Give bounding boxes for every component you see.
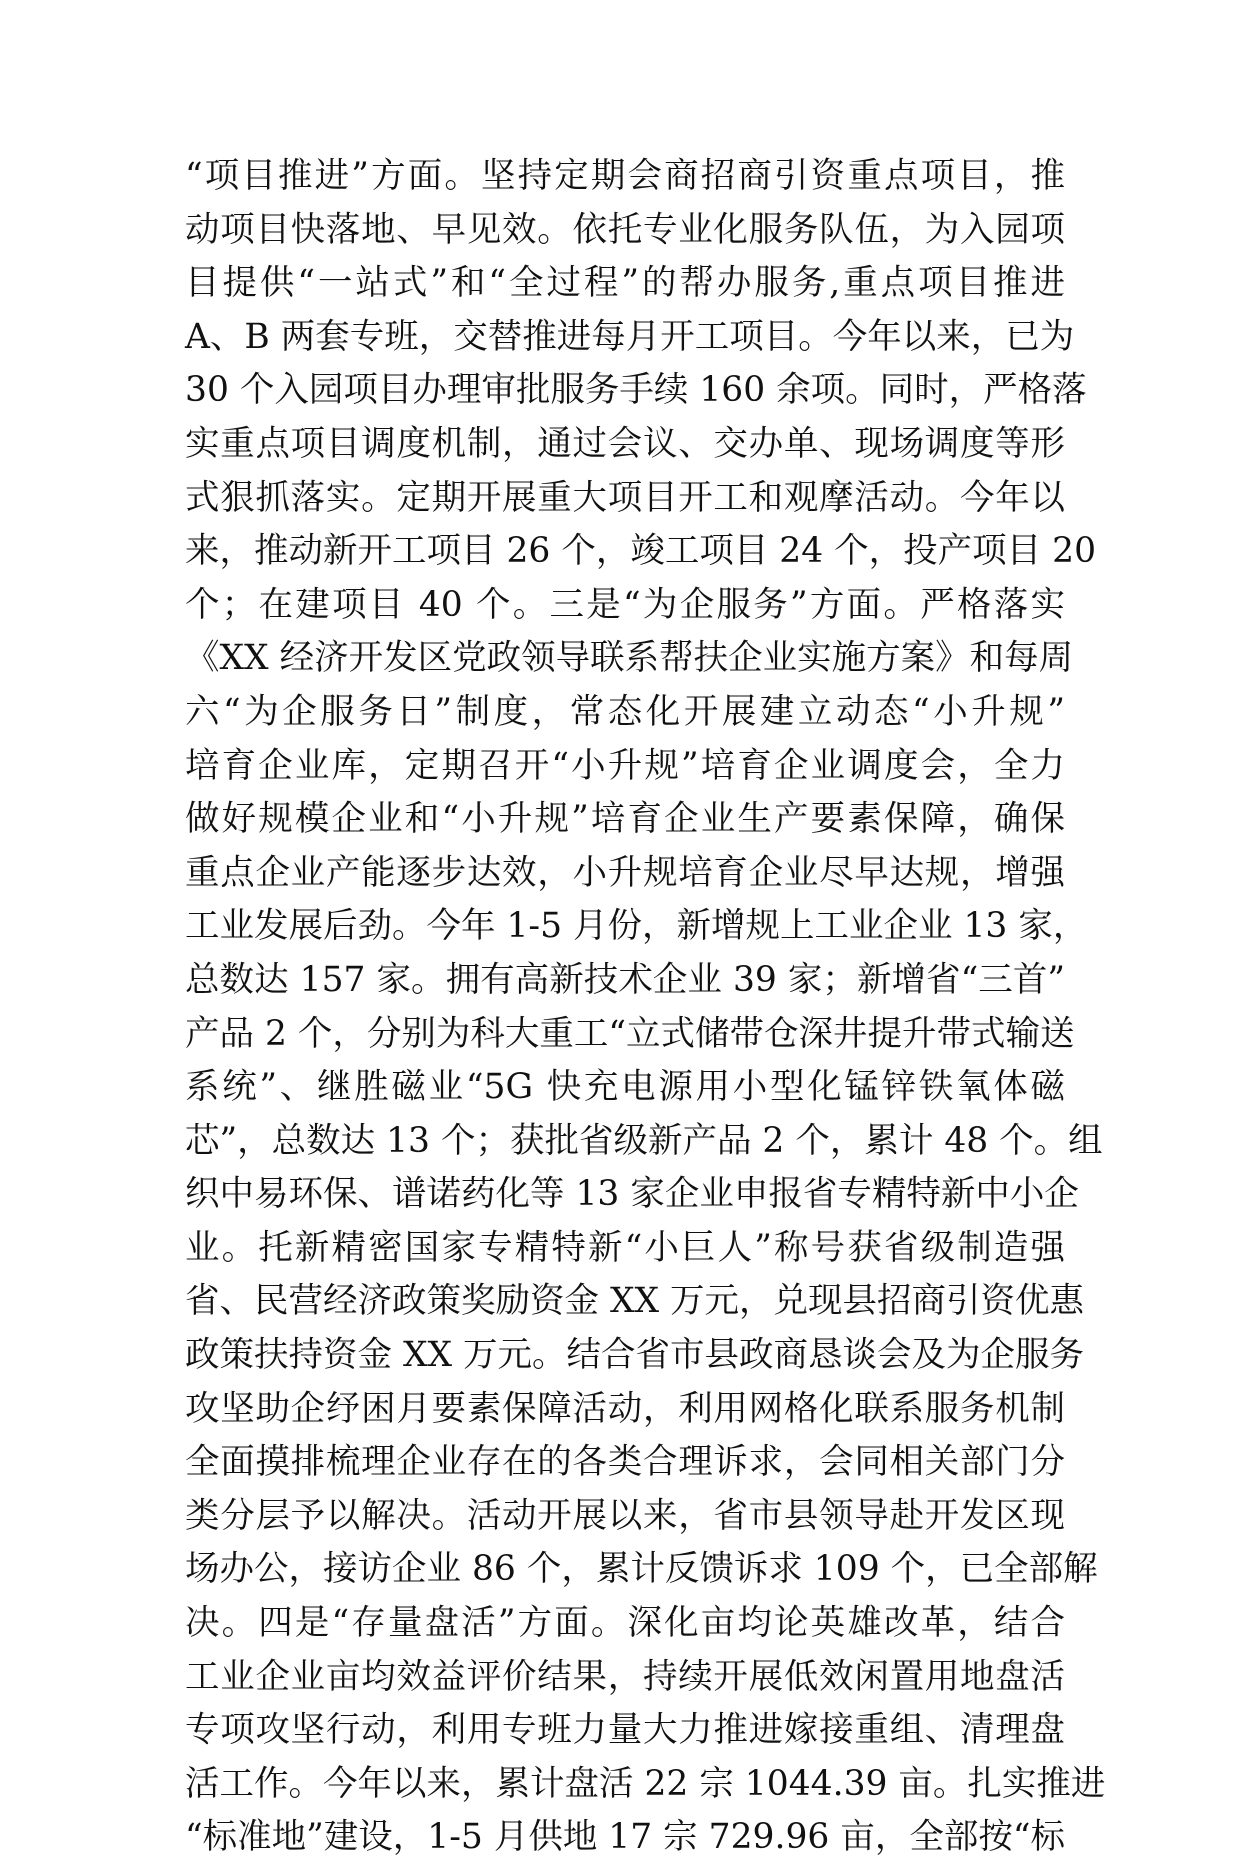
text-line: “标准地”建设，1-5 月供地 17 宗 729.96 亩，全部按“标 xyxy=(185,1817,1065,1858)
text-line: 类分层予以解决。活动开展以来，省市县领导赴开发区现 xyxy=(185,1495,1065,1536)
text-line: 活工作。今年以来，累计盘活 22 宗 1044.39 亩。扎实推进 xyxy=(185,1763,1106,1804)
text-line: 织中易环保、谱诺药化等 13 家企业申报省专精特新中小企 xyxy=(185,1174,1079,1215)
text-line: 30 个入园项目办理审批服务手续 160 余项。同时，严格落 xyxy=(185,370,1087,411)
text-line: 专项攻坚行动，利用专班力量大力推进嫁接重组、清理盘 xyxy=(185,1710,1065,1751)
text-line: 决。四是“存量盘活”方面。深化亩均论英雄改革，结合 xyxy=(185,1603,1065,1644)
text-line: 攻坚助企纾困月要素保障活动，利用网格化联系服务机制 xyxy=(185,1388,1065,1429)
text-line: 目提供“一站式”和“全过程”的帮办服务,重点项目推进 xyxy=(185,263,1065,304)
text-line: A、B 两套专班，交替推进每月开工项目。今年以来，已为 xyxy=(185,316,1075,357)
text-line: 业。托新精密国家专精特新“小巨人”称号获省级制造强 xyxy=(185,1227,1065,1268)
text-line: 个；在建项目 40 个。三是“为企服务”方面。严格落实 xyxy=(185,584,1065,625)
text-line: 系统”、继胜磁业“5G 快充电源用小型化锰锌铁氧体磁 xyxy=(185,1067,1065,1108)
text-line: 工业发展后劲。今年 1-5 月份，新增规上工业企业 13 家， xyxy=(185,906,1088,947)
text-line: 产品 2 个，分别为科大重工“立式储带仓深井提升带式输送 xyxy=(185,1013,1075,1054)
text-line: 政策扶持资金 XX 万元。结合省市县政商恳谈会及为企服务 xyxy=(185,1335,1085,1376)
text-line: 《XX 经济开发区党政领导联系帮扶企业实施方案》和每周 xyxy=(185,638,1074,679)
text-line: 重点企业产能逐步达效，小升规培育企业尽早达规，增强 xyxy=(185,852,1065,893)
text-line: 来，推动新开工项目 26 个，竣工项目 24 个，投产项目 20 xyxy=(185,531,1097,572)
text-line: 总数达 157 家。拥有高新技术企业 39 家；新增省“三首” xyxy=(185,959,1065,1000)
body-paragraph xyxy=(185,150,1106,1865)
text-line: “项目推进”方面。坚持定期会商招商引资重点项目，推 xyxy=(185,156,1065,196)
text-line: 六“为企服务日”制度，常态化开展建立动态“小升规” xyxy=(185,691,1065,732)
text-line: 全面摸排梳理企业存在的各类合理诉求，会同相关部门分 xyxy=(185,1442,1065,1483)
text-line: 工业企业亩均效益评价结果，持续开展低效闲置用地盘活 xyxy=(185,1656,1065,1697)
text-line: 芯”，总数达 13 个；获批省级新产品 2 个，累计 48 个。组 xyxy=(185,1120,1103,1161)
text-line: 场办公，接访企业 86 个，累计反馈诉求 109 个，已全部解 xyxy=(185,1549,1098,1590)
text-line: 动项目快落地、早见效。依托专业化服务队伍，为入园项 xyxy=(185,209,1065,250)
text-line: 省、民营经济政策奖励资金 XX 万元，兑现县招商引资优惠 xyxy=(185,1281,1085,1322)
text-line: 做好规模企业和“小升规”培育企业生产要素保障，确保 xyxy=(185,799,1065,840)
text-line: 实重点项目调度机制，通过会议、交办单、现场调度等形 xyxy=(185,423,1065,464)
text-line: 式狠抓落实。定期开展重大项目开工和观摩活动。今年以 xyxy=(185,477,1065,518)
text-line: 培育企业库，定期召开“小升规”培育企业调度会，全力 xyxy=(185,745,1065,786)
